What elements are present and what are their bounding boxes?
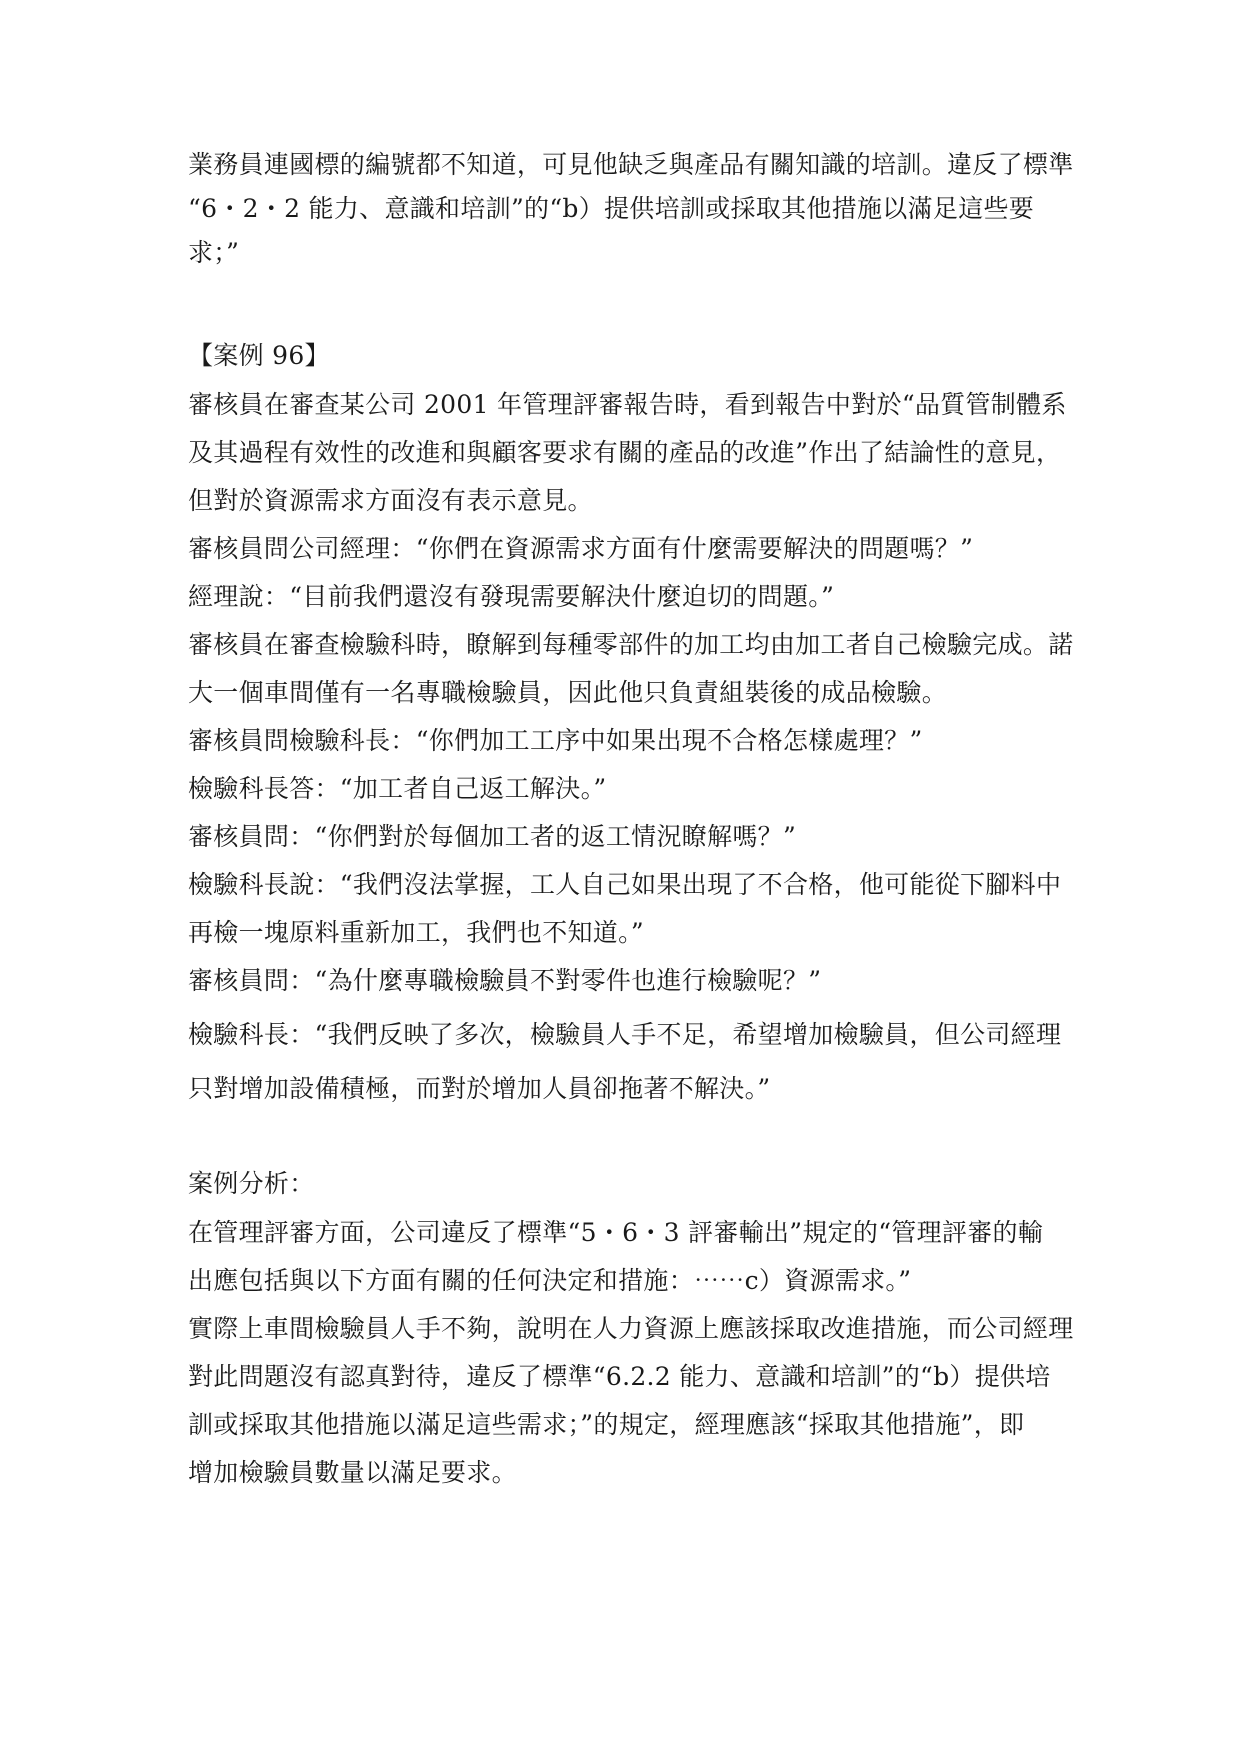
case-heading: 【案例 96】 (188, 341, 330, 370)
paragraph-line: 檢驗科長：“我們反映了多次，檢驗員人手不足，希望增加檢驗員，但公司經理 (188, 1020, 1062, 1049)
paragraph-line: 經理說：“目前我們還沒有發現需要解決什麼迫切的問題。” (188, 582, 835, 611)
analysis-heading: 案例分析： (188, 1169, 315, 1198)
paragraph-line: 但對於資源需求方面沒有表示意見。 (188, 486, 593, 515)
paragraph-line: 實際上車間檢驗員人手不夠，說明在人力資源上應該採取改進措施，而公司經理 (188, 1314, 1074, 1343)
paragraph-line: 審核員問檢驗科長：“你們加工工序中如果出現不合格怎樣處理？” (188, 726, 923, 755)
paragraph-line: 及其過程有效性的改進和與顧客要求有關的產品的改進”作出了結論性的意見， (188, 438, 1062, 467)
paragraph-line: 審核員在審查某公司 2001 年管理評審報告時，看到報告中對於“品質管制體系 (188, 390, 1067, 419)
paragraph-line: 只對增加設備積極，而對於增加人員卻拖著不解決。” (188, 1074, 771, 1103)
paragraph-line: 審核員問公司經理：“你們在資源需求方面有什麼需要解決的問題嗎？” (188, 534, 974, 563)
paragraph-line: 出應包括與以下方面有關的任何決定和措施：⋯⋯c）資源需求。” (188, 1266, 912, 1295)
paragraph-line: 審核員問：“為什麼專職檢驗員不對零件也進行檢驗呢？” (188, 966, 822, 995)
paragraph-line: 檢驗科長說：“我們沒法掌握，工人自己如果出現了不合格，他可能從下腳料中 (188, 870, 1062, 899)
paragraph-line: 審核員在審查檢驗科時，瞭解到每種零部件的加工均由加工者自己檢驗完成。諾 (188, 630, 1074, 659)
paragraph-line: 在管理評審方面，公司違反了標準“5・6・3 評審輸出”規定的“管理評審的輸 (188, 1218, 1044, 1247)
paragraph-line: 審核員問：“你們對於每個加工者的返工情況瞭解嗎？” (188, 822, 797, 851)
paragraph-line: 訓或採取其他措施以滿足這些需求；”的規定，經理應該“採取其他措施”，即 (188, 1410, 1025, 1439)
paragraph-line: 大一個車間僅有一名專職檢驗員，因此他只負責組裝後的成品檢驗。 (188, 678, 948, 707)
paragraph-line: “6・2・2 能力、意識和培訓”的“b）提供培訓或採取其他措施以滿足這些要 (188, 194, 1035, 223)
paragraph-line: 對此問題沒有認真對待，違反了標準“6.2.2 能力、意識和培訓”的“b）提供培 (188, 1362, 1051, 1391)
paragraph-line: 再檢一塊原料重新加工，我們也不知道。” (188, 918, 644, 947)
paragraph-line: 檢驗科長答：“加工者自己返工解決。” (188, 774, 607, 803)
paragraph-line: 業務員連國標的編號都不知道，可見他缺乏與產品有關知識的培訓。違反了標準 (188, 150, 1074, 179)
paragraph-line: 求；” (188, 238, 240, 267)
paragraph-line: 增加檢驗員數量以滿足要求。 (188, 1458, 517, 1487)
